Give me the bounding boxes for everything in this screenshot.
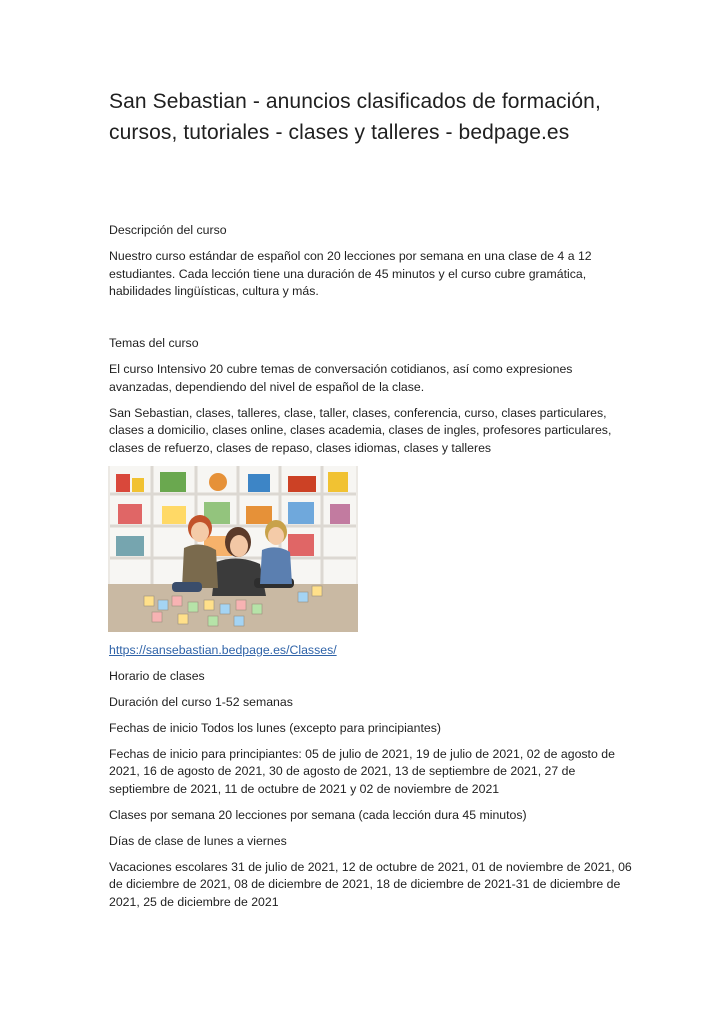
temas-body: El curso Intensivo 20 cubre temas de conversación cotidianos, así como expresiones avanzadas, dependiendo del nivel de español de la clase. — [109, 362, 573, 394]
temas-heading: Temas del curso — [109, 336, 199, 350]
page-title: San Sebastian - anuncios clasificados de formación, cursos, tutoriales - clases y talleres - bedpage.es — [109, 90, 601, 144]
descripcion-body: Nuestro curso estándar de español con 20 lecciones por semana en una clase de 4 a 12 estudiantes. Cada lección tiene una duración de 45 minutos y el curso cubre gramática, habilidades lingüísticas, cultura y más. — [109, 249, 592, 298]
classroom-photo — [108, 466, 358, 632]
fechas-principiantes-text: Fechas de inicio para principiantes: 05 de julio de 2021, 19 de julio de 2021, 02 de agosto de 2021, 16 de agosto de 2021, 30 de agosto de 2021, 13 de septiembre de 2021, 27 de septiembre de 2021, 11 de octubre de 2021 y 02 de noviembre de 2021 — [109, 746, 615, 796]
document-content — [109, 86, 634, 920]
keywords-paragraph: San Sebastian, clases, talleres, clase, taller, clases, conferencia, curso, clases particulares, clases a domicilio, clases online, clases academia, clases de ingles, profesores particulares, clases de refuerzo, clases de repaso, clases idiomas, clases y talleres — [109, 405, 612, 455]
fechas-inicio-text: Fechas de inicio Todos los lunes (excepto para principiantes) — [109, 720, 441, 735]
dias-text: Días de clase de lunes a viernes — [109, 833, 287, 848]
duracion-text: Duración del curso 1-52 semanas — [109, 694, 293, 709]
descripcion-heading: Descripción del curso — [109, 223, 227, 237]
horario-heading: Horario de clases — [109, 668, 205, 683]
classes-link[interactable]: https://sansebastian.bedpage.es/Classes/ — [109, 642, 337, 657]
vacaciones-text: Vacaciones escolares 31 de julio de 2021, 12 de octubre de 2021, 01 de noviembre de 2021, 06 de diciembre de 2021, 08 de diciembre de 2021, 18 de diciembre de 2021-31 de diciembre de 2021, 25 de diciembre de 2021 — [109, 859, 632, 909]
clases-semana-text: Clases por semana 20 lecciones por semana (cada lección dura 45 minutos) — [109, 807, 527, 822]
